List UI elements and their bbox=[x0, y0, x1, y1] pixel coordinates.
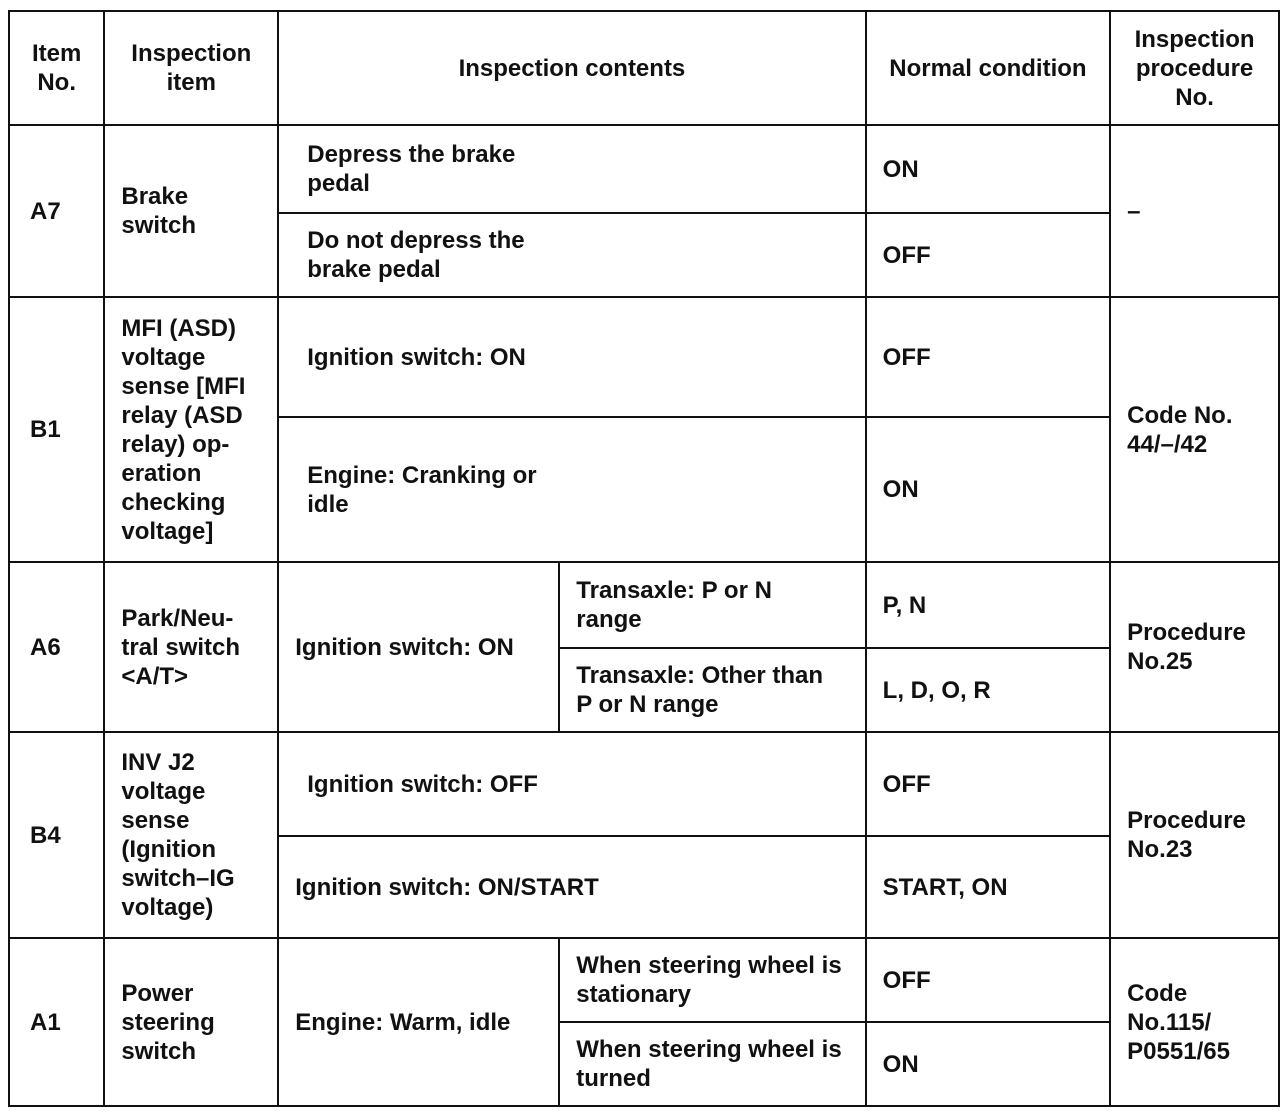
header-row bbox=[9, 11, 1279, 125]
item-no-b4: B4 bbox=[9, 732, 104, 938]
header-inspection-item: Inspection item bbox=[104, 11, 278, 125]
normal-b1-2: ON bbox=[866, 417, 1111, 562]
normal-a7-1: ON bbox=[866, 125, 1111, 213]
normal-b4-2: START, ON bbox=[866, 836, 1111, 938]
header-inspection-contents: Inspection contents bbox=[278, 11, 865, 125]
content-a1-main: Engine: Warm, idle bbox=[278, 938, 559, 1106]
inspection-table bbox=[8, 10, 1280, 1107]
normal-b4-1: OFF bbox=[866, 732, 1111, 836]
item-name-b1: MFI (ASD) voltage sense [MFI relay (ASD relay) op-eration checking voltage] bbox=[104, 297, 278, 562]
content-a7-2: Do not depress the brake pedal bbox=[278, 213, 865, 297]
normal-a1-2: ON bbox=[866, 1022, 1111, 1106]
content-b4-1: Ignition switch: OFF bbox=[278, 732, 865, 836]
header-procedure-no: Inspection procedure No. bbox=[1110, 11, 1279, 125]
content-b4-2: Ignition switch: ON/START bbox=[278, 836, 865, 938]
table-row bbox=[9, 297, 1279, 417]
content-b1-1: Ignition switch: ON bbox=[278, 297, 865, 417]
table-row bbox=[9, 732, 1279, 836]
normal-a7-2: OFF bbox=[866, 213, 1111, 297]
header-normal-condition: Normal condition bbox=[866, 11, 1111, 125]
content-a6-sub-1: Transaxle: P or N range bbox=[559, 562, 865, 648]
item-no-b1: B1 bbox=[9, 297, 104, 562]
content-a6-sub-2: Transaxle: Other than P or N range bbox=[559, 648, 865, 732]
procedure-b1: Code No. 44/–/42 bbox=[1110, 297, 1279, 562]
normal-b1-1: OFF bbox=[866, 297, 1111, 417]
procedure-a7: – bbox=[1110, 125, 1279, 297]
content-a6-main: Ignition switch: ON bbox=[278, 562, 559, 732]
content-b1-2: Engine: Cranking or idle bbox=[278, 417, 865, 562]
procedure-b4: Procedure No.23 bbox=[1110, 732, 1279, 938]
table-row bbox=[9, 562, 1279, 648]
item-name-b4: INV J2 voltage sense (Ignition switch–IG voltage) bbox=[104, 732, 278, 938]
procedure-a1: Code No.115/ P0551/65 bbox=[1110, 938, 1279, 1106]
table-row bbox=[9, 125, 1279, 213]
normal-a6-2: L, D, O, R bbox=[866, 648, 1111, 732]
content-a7-1: Depress the brake pedal bbox=[278, 125, 865, 213]
header-item-no: Item No. bbox=[9, 11, 104, 125]
item-no-a1: A1 bbox=[9, 938, 104, 1106]
procedure-a6: Procedure No.25 bbox=[1110, 562, 1279, 732]
normal-a6-1: P, N bbox=[866, 562, 1111, 648]
table-row bbox=[9, 938, 1279, 1022]
item-name-a7: Brake switch bbox=[104, 125, 278, 297]
normal-a1-1: OFF bbox=[866, 938, 1111, 1022]
content-a1-sub-2: When steering wheel is turned bbox=[559, 1022, 865, 1106]
item-no-a6: A6 bbox=[9, 562, 104, 732]
content-a1-sub-1: When steering wheel is stationary bbox=[559, 938, 865, 1022]
item-no-a7: A7 bbox=[9, 125, 104, 297]
item-name-a6: Park/Neu-tral switch <A/T> bbox=[104, 562, 278, 732]
item-name-a1: Power steering switch bbox=[104, 938, 278, 1106]
